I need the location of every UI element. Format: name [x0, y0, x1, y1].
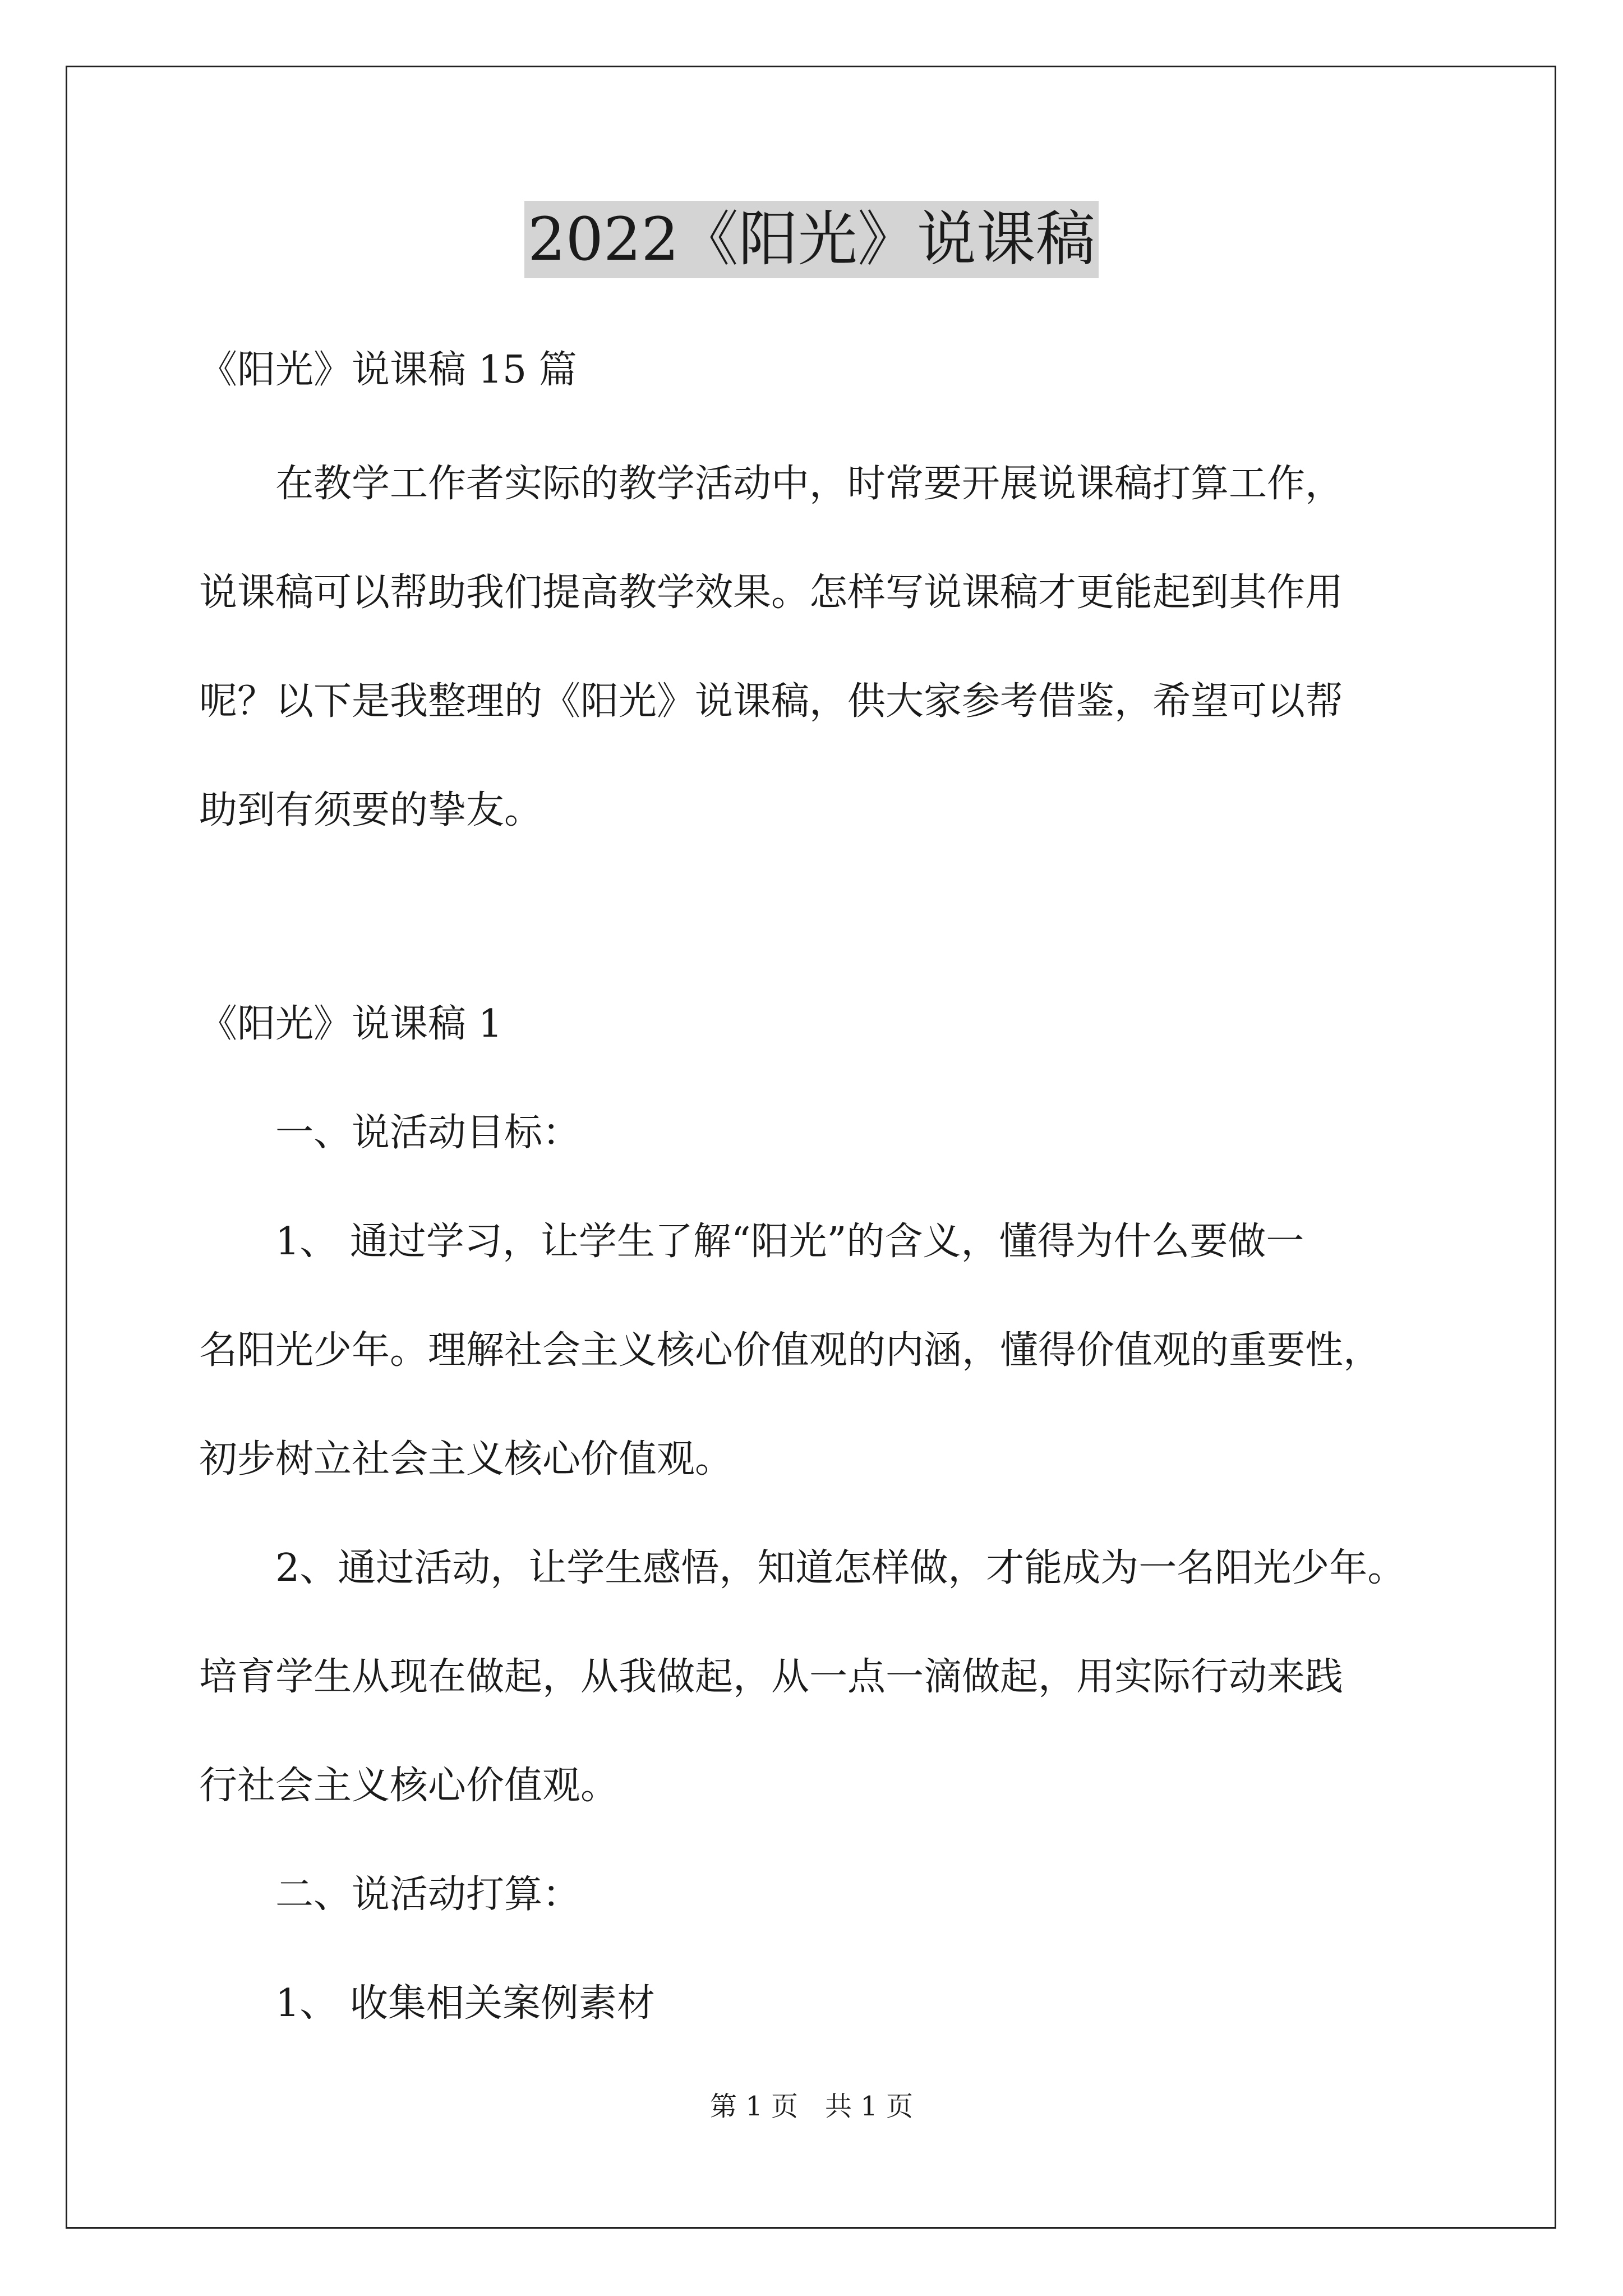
intro-line-2: 说课稿可以帮助我们提高教学效果。怎样写说课稿才更能起到其作用: [199, 570, 1344, 615]
intro-line-3: 呢？以下是我整理的《阳光》说课稿，供大家参考借鉴，希望可以帮: [199, 679, 1344, 724]
goal-1-line-1: 1、 通过学习，让学生了解“阳光”的含义，懂得为什么要做一: [199, 1220, 1304, 1264]
intro-line-1: 在教学工作者实际的教学活动中，时常要开展说课稿打算工作，: [199, 462, 1344, 506]
page-footer: 第 1 页 共 1 页: [709, 2091, 914, 2122]
intro-line-4: 助到有须要的挚友。: [199, 788, 543, 832]
preparation-item-1: 1、 收集相关案例素材: [199, 1981, 655, 2026]
goal-1-line-2: 名阳光少年。理解社会主义核心价值观的内涵，懂得价值观的重要性，: [199, 1328, 1382, 1373]
goal-1-line-3: 初步树立社会主义核心价值观。: [199, 1437, 734, 1481]
goal-heading: 一、说活动目标：: [199, 1111, 581, 1155]
section-heading: 《阳光》说课稿 1: [199, 1002, 502, 1046]
goal-2-line-1: 2、通过活动，让学生感悟，知道怎样做，才能成为一名阳光少年。: [199, 1546, 1406, 1590]
document-title: [0, 201, 1623, 278]
subtitle-line: 《阳光》说课稿 15 篇: [199, 348, 577, 392]
document-title-text: 2022《阳光》说课稿: [524, 201, 1099, 278]
goal-2-line-3: 行社会主义核心价值观。: [199, 1764, 619, 1808]
goal-2-line-2: 培育学生从现在做起，从我做起，从一点一滴做起，用实际行动来践: [199, 1655, 1344, 1699]
preparation-heading: 二、说活动打算：: [199, 1872, 581, 1917]
